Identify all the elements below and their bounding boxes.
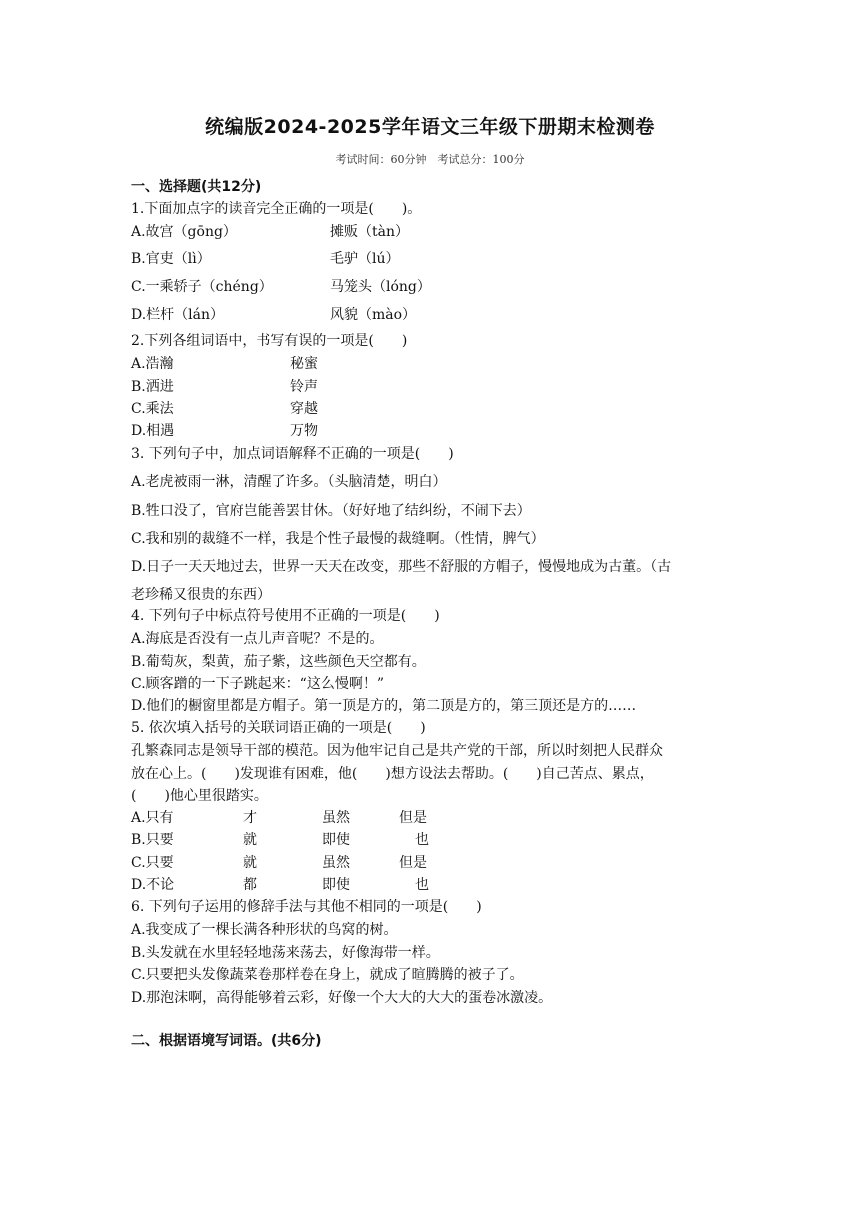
q4-option-c: C.顾客蹭的一下子跳起来：“这么慢啊！” (131, 676, 384, 692)
section-2-heading: 二、根据语境写词语。(共6分) (131, 1033, 322, 1049)
q5-option-d-word2: 都 (243, 877, 257, 893)
q1-option-c: C.一乘轿子（chéng） (131, 279, 273, 295)
q1-option-b-pair: 毛驴（lú） (330, 251, 400, 267)
q5-option-b: B.只要 (131, 832, 174, 848)
q2-option-b-pair: 铃声 (290, 379, 318, 395)
q6-option-b: B.头发就在水里轻轻地荡来荡去，好像海带一样。 (131, 945, 440, 961)
q2-option-b: B.洒进 (131, 379, 174, 395)
q3-option-a: A.老虎被雨一淋，清醒了许多。（头脑清楚，明白） (131, 474, 447, 490)
q3-option-b: B.牲口没了，官府岂能善罢甘休。（好好地了结纠纷，不闹下去） (131, 503, 531, 519)
q1-option-c-pair: 马笼头（lóng） (330, 279, 431, 295)
q5-option-c-word4: 但是 (399, 855, 427, 871)
q6-option-d: D.那泡沫啊，高得能够着云彩，好像一个大大的大大的蛋卷冰激凌。 (131, 990, 553, 1006)
q5-option-a: A.只有 (131, 810, 174, 826)
q2-option-a: A.浩瀚 (131, 356, 174, 372)
q3-option-d-cont: 老珍稀又很贵的东西） (131, 587, 271, 603)
q1-option-b: B.官吏（lì） (131, 251, 211, 267)
q5-option-a-word3: 虽然 (322, 810, 350, 826)
q1-option-d: D.栏杆（lán） (131, 307, 225, 323)
q4-option-d: D.他们的橱窗里都是方帽子。第一顶是方的，第二顶是方的，第三顶还是方的…… (131, 698, 637, 714)
q3-option-c: C.我和别的裁缝不一样，我是个性子最慢的裁缝啊。（性情，脾气） (131, 531, 545, 547)
q1-option-a: A.故宫（gōng） (131, 224, 237, 240)
q5-option-b-word2: 就 (243, 832, 257, 848)
section-1-heading: 一、选择题(共12分) (131, 179, 262, 195)
q5-option-c: C.只要 (131, 855, 174, 871)
q5-option-b-word4: 也 (415, 832, 429, 848)
q5-passage-line1: 孔繁森同志是领导干部的模范。因为他牢记自己是共产党的干部，所以时刻把人民群众 (131, 743, 663, 759)
q5-option-d-word3: 即使 (322, 877, 350, 893)
q5-option-c-word3: 虽然 (322, 855, 350, 871)
q5-option-a-word4: 但是 (399, 810, 427, 826)
q2-option-d: D.相遇 (131, 423, 175, 439)
q4-option-a: A.海底是否没有一点儿声音呢？不是的。 (131, 631, 384, 647)
q1-stem: 1.下面加点字的读音完全正确的一项是( )。 (131, 201, 422, 217)
q4-stem: 4. 下列句子中标点符号使用不正确的一项是( ) (131, 608, 440, 624)
q3-stem: 3. 下列句子中，加点词语解释不正确的一项是( ) (131, 446, 454, 462)
q5-option-c-word2: 就 (243, 855, 257, 871)
q2-option-d-pair: 万物 (290, 423, 318, 439)
q2-option-c: C.乘法 (131, 401, 174, 417)
q6-stem: 6. 下列句子运用的修辞手法与其他不相同的一项是( ) (131, 899, 482, 915)
q5-option-a-word2: 才 (243, 810, 257, 826)
q2-option-c-pair: 穿越 (290, 401, 318, 417)
q6-option-c: C.只要把头发像蔬菜卷那样卷在身上，就成了暄腾腾的被子了。 (131, 967, 524, 983)
q5-option-d-word4: 也 (415, 877, 429, 893)
q2-option-a-pair: 秘蜜 (290, 356, 318, 372)
q4-option-b: B.葡萄灰，梨黄，茄子紫，这些颜色天空都有。 (131, 654, 426, 670)
exam-subtitle: 考试时间：60分钟 考试总分：100分 (335, 153, 525, 166)
q5-stem: 5. 依次填入括号的关联词语正确的一项是( ) (131, 720, 426, 736)
q5-option-d: D.不论 (131, 877, 175, 893)
q1-option-d-pair: 风貌（mào） (330, 307, 417, 323)
exam-title: 统编版2024-2025学年语文三年级下册期末检测卷 (205, 116, 655, 138)
q3-option-d: D.日子一天天地过去，世界一天天在改变，那些不舒服的方帽子，慢慢地成为古董。（古 (131, 559, 672, 575)
q5-option-b-word3: 即使 (322, 832, 350, 848)
q6-option-a: A.我变成了一棵长满各种形状的鸟窝的树。 (131, 922, 398, 938)
q2-stem: 2.下列各组词语中，书写有误的一项是( ) (131, 333, 408, 349)
q5-passage-line3: ( )他心里很踏实。 (131, 788, 268, 804)
q1-option-a-pair: 摊贩（tàn） (330, 224, 409, 240)
q5-passage-line2: 放在心上。( )发现谁有困难，他( )想方设法去帮助。( )自己苦点、累点， (131, 766, 654, 782)
